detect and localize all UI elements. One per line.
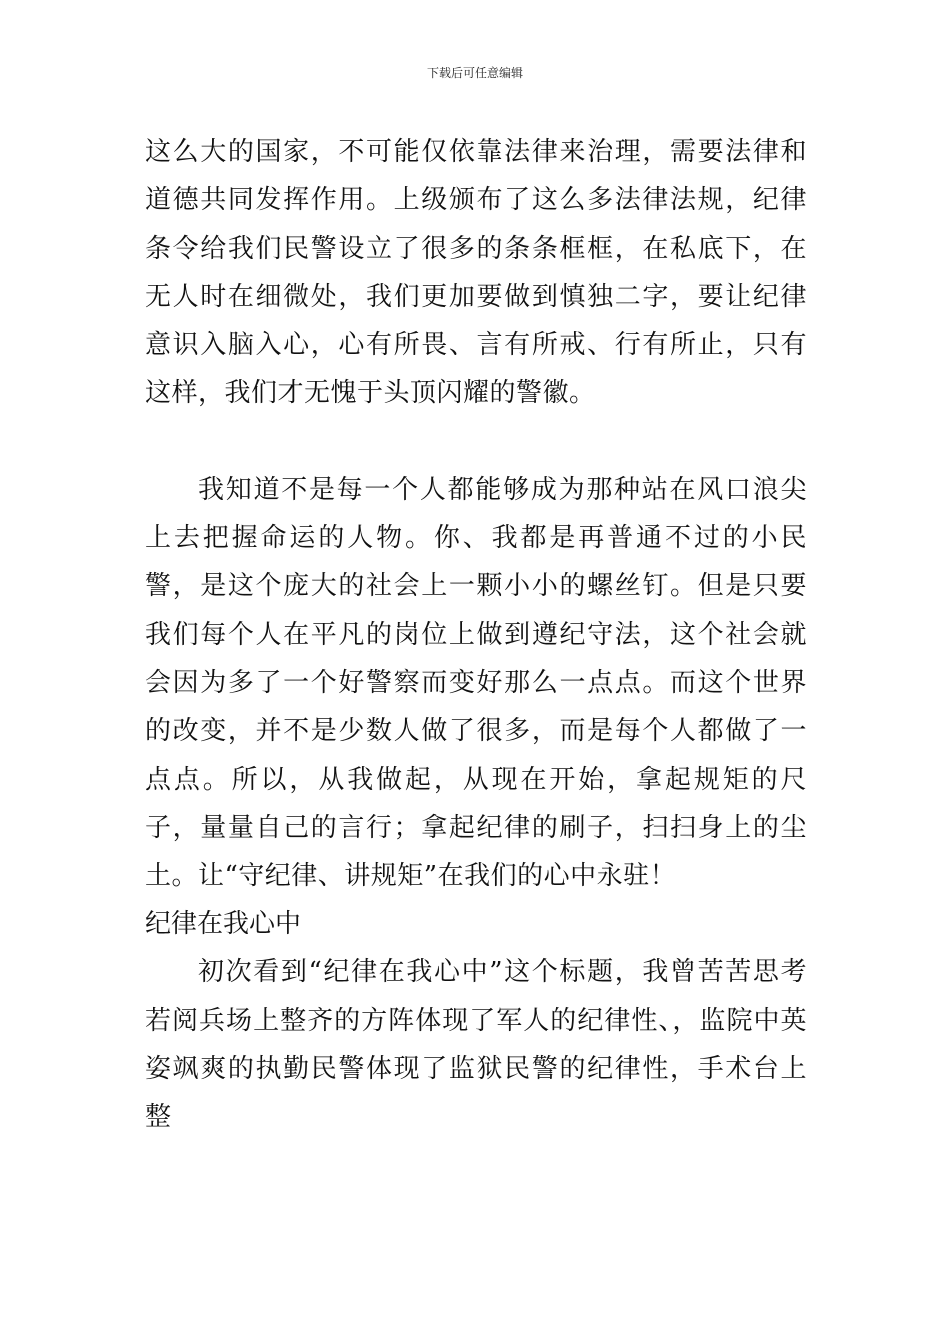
paragraph-3: 初次看到“纪律在我心中”这个标题，我曾苦苦思考若阅兵场上整齐的方阵体现了军人的纪律性、，监院中英姿飒爽的执勤民警体现了监狱民警的纪律性，手术台上整 (145, 957, 807, 1133)
paragraph-2: 我知道不是每一个人都能够成为那种站在风口浪尖上去把握命运的人物。你、我都是再普通不过的小民警，是这个庞大的社会上一颗小小的螺丝钉。但是只要我们每个人在平凡的岗位上做到遵纪守法，这个社会就会因为多了一个好警察而变好那么一点点。而这个世界的改变，并不是少数人做了很多，而是每个人都做了一点点。所以，从我做起，从现在开始，拿起规矩的尺子，量量自己的言行；拿起纪律的刷子，扫扫身上的尘土。让“守纪律、讲规矩”在我们的心中永驻！ (145, 474, 807, 892)
document-body (145, 128, 807, 1142)
paragraph-1: 这么大的国家，不可能仅依靠法律来治理，需要法律和道德共同发挥作用。上级颁布了这么多法律法规，纪律条令给我们民警设立了很多的条条框框，在私底下，在无人时在细微处，我们更加要做到慎独二字，要让纪律意识入脑入心，心有所畏、言有所戒、行有所止，只有这样，我们才无愧于头顶闪耀的警徽。 (145, 137, 807, 409)
section-heading: 纪律在我心中 (145, 909, 302, 940)
page-header: 下载后可任意编辑 (426, 66, 523, 80)
